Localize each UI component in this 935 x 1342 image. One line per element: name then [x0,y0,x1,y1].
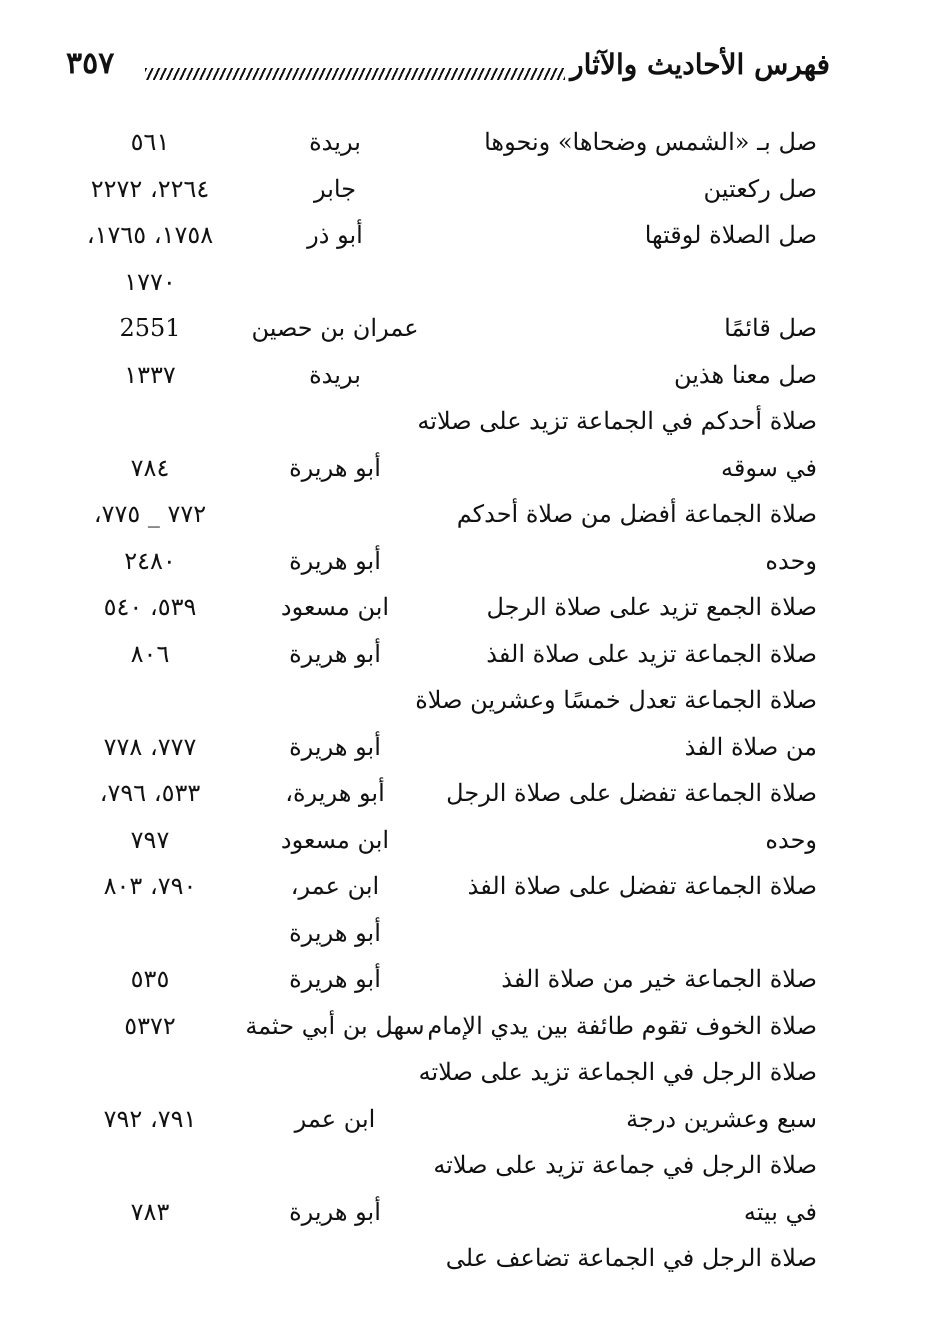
hadith-text: وحده [765,546,817,575]
hadith-references: ٧٩١، ٧٩٢ [103,1104,197,1133]
index-entry-row [0,260,935,307]
narrator-name: ابن مسعود [280,825,390,854]
hadith-text: صل الصلاة لوقتها [644,221,817,249]
index-entry-row [0,446,935,493]
hadith-references: ٨٠٦ [130,639,170,668]
hadith-references: 2551 [119,314,181,342]
hadith-references: ٢٢٦٤، ٢٢٧٢ [90,174,210,203]
hadith-references: ١٣٣٧ [124,360,176,389]
hadith-text: صلاة أحدكم في الجماعة تزيد على صلاته [417,407,817,435]
hadith-references: ٧٩٠، ٨٠٣ [103,872,197,900]
hadith-references: ١٧٧٠ [124,267,176,296]
narrator-name: بريدة [309,360,361,389]
index-entry-row [0,678,935,725]
index-entry-row [0,818,935,865]
hadith-text: وحده [765,825,817,854]
index-entry-row [0,585,935,632]
index-entry-row [0,1190,935,1237]
hadith-references: ١٧٥٨، ١٧٦٥، [86,221,214,249]
hadith-text: في سوقه [721,453,817,482]
hadith-text: صلاة الجمع تزيد على صلاة الرجل [486,593,817,621]
hadith-text: صلاة الرجل في جماعة تزيد على صلاته [433,1151,817,1179]
page-number: ٣٥٧ [66,46,115,81]
narrator-name: سهل بن أبي حثمة [245,1011,425,1040]
hadith-text: صلاة الجماعة تعدل خمسًا وعشرين صلاة [415,686,817,714]
index-entry-row [0,399,935,446]
hadith-text: صلاة الجماعة خير من صلاة الفذ [501,965,817,993]
hadith-text: صلاة الجماعة تزيد على صلاة الفذ [486,639,817,668]
hadith-text: سبع وعشرين درجة [626,1104,817,1133]
narrator-name: أبو هريرة [289,918,381,947]
hadith-references: ٥٣٧٢ [124,1011,176,1040]
hadith-text: صلاة الرجل في الجماعة تزيد على صلاته [418,1058,817,1086]
narrator-name: أبو هريرة [289,546,381,575]
hadith-text: صل بـ «الشمس وضحاها» ونحوها [484,128,817,156]
hadith-references: ٢٤٨٠ [124,546,176,575]
hadith-text: صل ركعتين [703,174,817,203]
index-entry-row [0,213,935,260]
hadith-references: ٥٣٩، ٥٤٠ [103,593,197,621]
index-entry-row [0,539,935,586]
index-entry-row [0,167,935,214]
hadith-references: ٥٣٥ [130,965,170,993]
narrator-name: أبو هريرة [289,1197,381,1226]
narrator-name: أبو ذر [307,221,363,249]
header-rule [145,68,565,80]
narrator-name: بريدة [309,128,361,156]
hadith-text: صلاة الرجل في الجماعة تضاعف على [445,1244,817,1272]
narrator-name: ابن عمر [294,1104,376,1133]
hadith-text: صل معنا هذين [673,360,817,389]
hadith-references: ٥٦١ [130,128,170,156]
index-entry-row [0,632,935,679]
narrator-name: عمران بن حصين [251,314,419,342]
narrator-name: أبو هريرة [289,965,381,993]
hadith-text: في بيته [743,1197,817,1226]
hadith-references: ٧٨٤ [130,453,170,482]
index-entry-row [0,1004,935,1051]
index-entry-row [0,1236,935,1283]
index-entry-row [0,911,935,958]
index-entry-row [0,957,935,1004]
hadith-text: صلاة الجماعة تفضل على صلاة الرجل [446,779,817,807]
page-header [60,44,830,100]
hadith-text: صلاة الخوف تقوم طائفة بين يدي الإمام [427,1011,817,1040]
narrator-name: ابن عمر، [290,872,380,900]
index-entry-row [0,1050,935,1097]
hadith-references: ٧٩٧ [130,825,170,854]
index-entry-row [0,492,935,539]
narrator-name: أبو هريرة [289,732,381,761]
index-entry-row [0,725,935,772]
narrator-name: أبو هريرة [289,453,381,482]
hadith-text: صل قائمًا [724,314,817,342]
index-entry-row [0,353,935,400]
narrator-name: جابر [313,174,357,203]
page-title: فهرس الأحاديث والآثار [570,48,830,81]
hadith-references: ٧٧٢ _ ٧٧٥، [93,500,207,528]
index-entry-row [0,306,935,353]
narrator-name: أبو هريرة [289,639,381,668]
hadith-references: ٧٧٧، ٧٧٨ [103,732,197,761]
narrator-name: أبو هريرة، [285,779,385,807]
index-entries [0,120,935,1283]
index-entry-row [0,1097,935,1144]
index-entry-row [0,120,935,167]
index-entry-row [0,1143,935,1190]
index-entry-row [0,771,935,818]
hadith-references: ٧٨٣ [130,1197,170,1226]
hadith-text: من صلاة الفذ [684,732,817,761]
hadith-text: صلاة الجماعة تفضل على صلاة الفذ [467,872,817,900]
hadith-text: صلاة الجماعة أفضل من صلاة أحدكم [456,500,817,528]
hadith-references: ٥٣٣، ٧٩٦، [99,779,201,807]
narrator-name: ابن مسعود [280,593,390,621]
index-entry-row [0,864,935,911]
